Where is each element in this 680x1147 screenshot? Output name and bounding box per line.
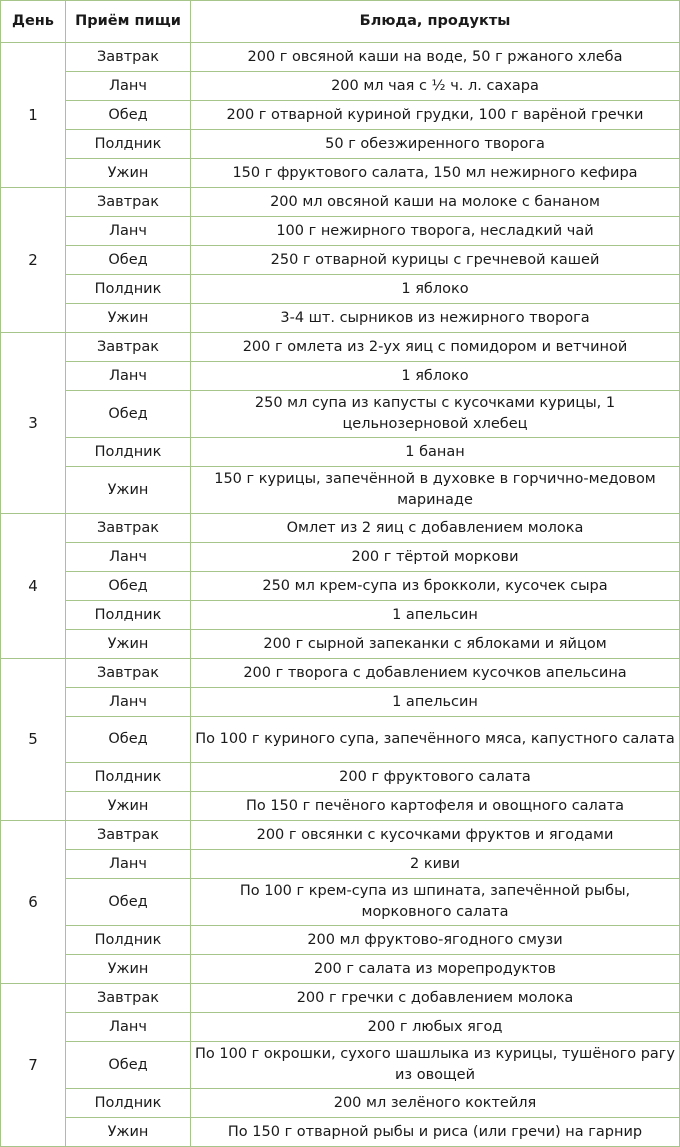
dishes-cell: По 100 г окрошки, сухого шашлыка из курицы, тушёного рагу из овощей [191,1042,680,1089]
day-number-cell: 6 [1,821,66,984]
header-meal: Приём пищи [66,1,191,43]
table-row [1,467,680,514]
dishes-cell: 200 г фруктового салата [191,763,680,792]
dishes-cell: 3-4 шт. сырников из нежирного творога [191,304,680,333]
table-row [1,659,680,688]
meal-name-cell: Обед [66,572,191,601]
day-number-cell: 2 [1,188,66,333]
table-row [1,879,680,926]
table-row [1,572,680,601]
table-row [1,333,680,362]
meal-name-cell: Обед [66,879,191,926]
dishes-cell: Омлет из 2 яиц с добавлением молока [191,514,680,543]
table-row [1,362,680,391]
meal-name-cell: Полдник [66,601,191,630]
table-row [1,217,680,246]
table-row [1,72,680,101]
dishes-cell: 1 апельсин [191,688,680,717]
meal-name-cell: Ужин [66,467,191,514]
dishes-cell: 200 г тёртой моркови [191,543,680,572]
meal-name-cell: Полдник [66,1089,191,1118]
header-day: День [1,1,66,43]
table-row [1,850,680,879]
dishes-cell: 250 мл супа из капусты с кусочками курицы, 1 цельнозерновой хлебец [191,391,680,438]
meal-name-cell: Ужин [66,955,191,984]
dishes-cell: По 100 г куриного супа, запечённого мяса, капустного салата [191,717,680,763]
dishes-cell: 1 яблоко [191,275,680,304]
table-row [1,1118,680,1147]
dishes-cell: 200 г отварной куриной грудки, 100 г варёной гречки [191,101,680,130]
table-row [1,1013,680,1042]
table-row [1,275,680,304]
dishes-cell: 250 мл крем-супа из брокколи, кусочек сыра [191,572,680,601]
table-row [1,101,680,130]
meal-name-cell: Ланч [66,688,191,717]
table-row [1,1089,680,1118]
day-number-cell: 5 [1,659,66,821]
dishes-cell: 200 мл чая с ½ ч. л. сахара [191,72,680,101]
dishes-cell: По 100 г крем-супа из шпината, запечённой рыбы, морковного салата [191,879,680,926]
dishes-cell: 200 г омлета из 2-ух яиц с помидором и ветчиной [191,333,680,362]
dishes-cell: 2 киви [191,850,680,879]
meal-name-cell: Обед [66,101,191,130]
dishes-cell: 1 апельсин [191,601,680,630]
table-row [1,984,680,1013]
meal-name-cell: Полдник [66,275,191,304]
table-row [1,821,680,850]
table-row [1,514,680,543]
table-row [1,630,680,659]
meal-name-cell: Завтрак [66,984,191,1013]
dishes-cell: 150 г курицы, запечённой в духовке в горчично-медовом маринаде [191,467,680,514]
day-number-cell: 7 [1,984,66,1147]
table-row [1,438,680,467]
meal-name-cell: Ланч [66,362,191,391]
meal-name-cell: Ужин [66,159,191,188]
meal-name-cell: Полдник [66,926,191,955]
day-number-cell: 1 [1,43,66,188]
table-header-row [1,1,680,43]
meal-name-cell: Обед [66,391,191,438]
dishes-cell: 200 г овсяной каши на воде, 50 г ржаного хлеба [191,43,680,72]
table-row [1,304,680,333]
day-number-cell: 4 [1,514,66,659]
table-row [1,763,680,792]
meal-name-cell: Полдник [66,438,191,467]
meal-name-cell: Ланч [66,72,191,101]
day-number-cell: 3 [1,333,66,514]
meal-name-cell: Завтрак [66,514,191,543]
meal-name-cell: Ужин [66,630,191,659]
table-row [1,543,680,572]
table-row [1,1042,680,1089]
meal-name-cell: Ланч [66,543,191,572]
dishes-cell: 200 г салата из морепродуктов [191,955,680,984]
table-row [1,955,680,984]
dishes-cell: По 150 г печёного картофеля и овощного салата [191,792,680,821]
meal-name-cell: Обед [66,717,191,763]
dishes-cell: 200 г овсянки с кусочками фруктов и ягодами [191,821,680,850]
meal-name-cell: Ланч [66,217,191,246]
table-row [1,688,680,717]
table-row [1,246,680,275]
dishes-cell: 1 яблоко [191,362,680,391]
dishes-cell: 150 г фруктового салата, 150 мл нежирного кефира [191,159,680,188]
dishes-cell: 200 мл овсяной каши на молоке с бананом [191,188,680,217]
meal-name-cell: Завтрак [66,188,191,217]
table-row [1,130,680,159]
dishes-cell: 200 мл фруктово-ягодного смузи [191,926,680,955]
meal-name-cell: Полдник [66,130,191,159]
meal-name-cell: Ланч [66,850,191,879]
dishes-cell: 250 г отварной курицы с гречневой кашей [191,246,680,275]
meal-name-cell: Обед [66,246,191,275]
dishes-cell: 50 г обезжиренного творога [191,130,680,159]
dishes-cell: 200 г гречки с добавлением молока [191,984,680,1013]
meal-name-cell: Ужин [66,1118,191,1147]
table-row [1,926,680,955]
dishes-cell: 200 мл зелёного коктейля [191,1089,680,1118]
meal-name-cell: Полдник [66,763,191,792]
table-row [1,188,680,217]
dishes-cell: 200 г сырной запеканки с яблоками и яйцом [191,630,680,659]
meal-name-cell: Завтрак [66,333,191,362]
dishes-cell: 200 г любых ягод [191,1013,680,1042]
table-body [1,43,680,1147]
meal-name-cell: Ужин [66,792,191,821]
header-dishes: Блюда, продукты [191,1,680,43]
dishes-cell: 200 г творога с добавлением кусочков апельсина [191,659,680,688]
meal-name-cell: Завтрак [66,43,191,72]
meal-name-cell: Обед [66,1042,191,1089]
table-row [1,159,680,188]
table-row [1,391,680,438]
table-row [1,792,680,821]
meal-name-cell: Завтрак [66,659,191,688]
table-row [1,601,680,630]
meal-name-cell: Ланч [66,1013,191,1042]
table-row [1,43,680,72]
dishes-cell: 100 г нежирного творога, несладкий чай [191,217,680,246]
table-row [1,717,680,763]
dishes-cell: По 150 г отварной рыбы и риса (или гречи) на гарнир [191,1118,680,1147]
meal-name-cell: Завтрак [66,821,191,850]
meal-name-cell: Ужин [66,304,191,333]
dishes-cell: 1 банан [191,438,680,467]
